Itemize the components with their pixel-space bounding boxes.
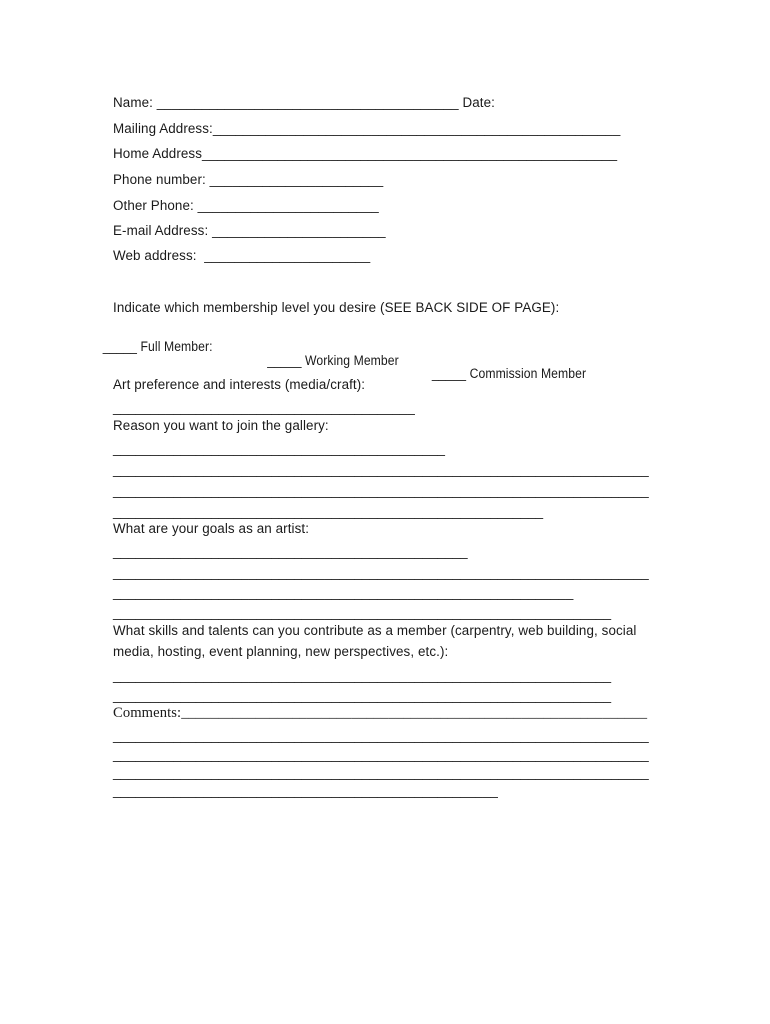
reason-line[interactable]: ____________________________________________ <box>113 441 446 456</box>
full-member-option[interactable]: _____ Full Member: <box>102 339 213 355</box>
goals-line[interactable]: __________________________________________________________________ <box>113 605 612 620</box>
reason-line[interactable]: _______________________________________________________________________ <box>113 483 649 498</box>
name-date-line[interactable]: Name: ________________________________________ Date: <box>113 95 495 110</box>
commission-member-option[interactable]: _____ Commission Member <box>431 366 587 382</box>
reason-line[interactable]: _______________________________________________________________________ <box>113 462 649 477</box>
skills-prompt: What skills and talents can you contribute as a member (carpentry, web building, social <box>113 623 637 638</box>
other-phone-line[interactable]: Other Phone: ________________________ <box>113 198 379 213</box>
goals-prompt: What are your goals as an artist: <box>113 521 310 536</box>
comments-line[interactable]: _______________________________________________________________________ <box>113 765 649 780</box>
mailing-address-line[interactable]: Mailing Address:______________________________________________________ <box>113 121 621 136</box>
phone-number-line[interactable]: Phone number: _______________________ <box>113 172 384 187</box>
goals-line[interactable]: _______________________________________________________________________ <box>113 565 649 580</box>
comments-row <box>113 706 647 721</box>
art-preference-line[interactable]: ________________________________________ <box>113 400 415 415</box>
reason-prompt: Reason you want to join the gallery: <box>113 418 329 433</box>
skills-line[interactable]: __________________________________________________________________ <box>113 668 612 683</box>
comments-line[interactable]: _______________________________________________________________________ <box>113 747 649 762</box>
skills-line[interactable]: __________________________________________________________________ <box>113 688 612 703</box>
skills-prompt-continued: media, hosting, event planning, new perspectives, etc.): <box>113 644 449 659</box>
comments-line[interactable]: ___________________________________________________ <box>113 783 498 798</box>
comments-line[interactable]: _______________________________________________________________________ <box>113 728 649 743</box>
goals-line[interactable]: _____________________________________________________________ <box>113 585 574 600</box>
working-member-option[interactable]: _____ Working Member <box>267 352 399 368</box>
home-address-line[interactable]: Home Address_______________________________________________________ <box>113 146 618 161</box>
comments-label: Comments: <box>113 705 182 721</box>
email-address-line[interactable]: E-mail Address: _______________________ <box>113 223 386 238</box>
goals-line[interactable]: _______________________________________________ <box>113 544 468 559</box>
reason-line[interactable]: _________________________________________________________ <box>113 504 544 519</box>
comments-line[interactable]: _______________________________________________________________ <box>181 705 648 721</box>
membership-level-prompt: Indicate which membership level you desire (SEE BACK SIDE OF PAGE): <box>113 300 560 315</box>
web-address-line[interactable]: Web address: ______________________ <box>113 248 371 263</box>
art-preference-prompt: Art preference and interests (media/craft): <box>113 377 366 392</box>
